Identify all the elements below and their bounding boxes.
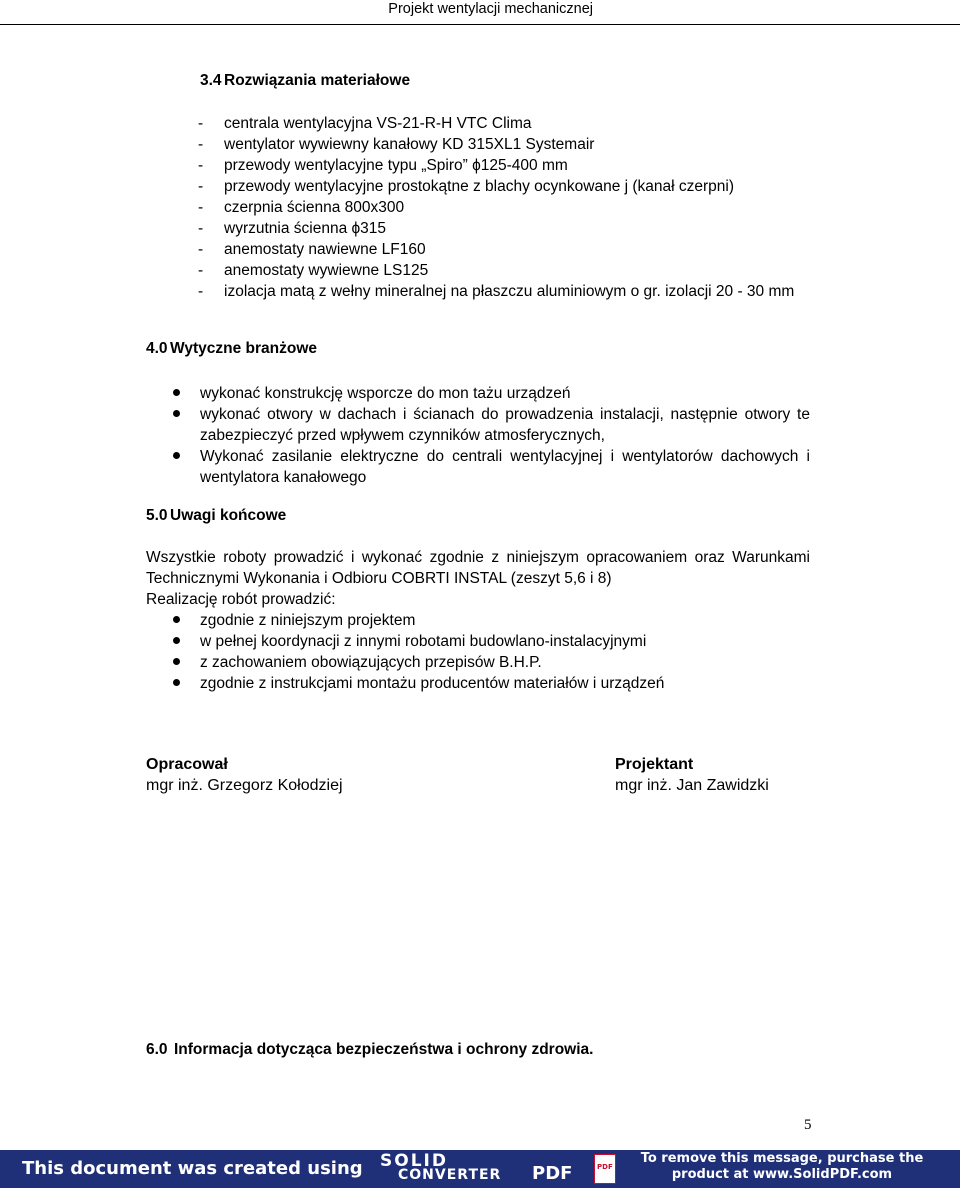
section-title: Uwagi końcowe bbox=[170, 507, 287, 524]
signature-name: mgr inż. Grzegorz Kołodziej bbox=[146, 777, 343, 794]
list-item: - przewody wentylacyjne typu „Spiro” ϕ125-400 mm bbox=[198, 155, 818, 176]
signature-title: Opracował bbox=[146, 756, 228, 773]
logo-pdf-text: PDF bbox=[532, 1163, 573, 1184]
watermark-line: product at www.SolidPDF.com bbox=[671, 1167, 893, 1182]
list-item: - wyrzutnia ścienna ϕ315 bbox=[198, 218, 818, 239]
section-title: Wytyczne branżowe bbox=[170, 340, 318, 357]
list-item: - anemostaty nawiewne LF160 bbox=[198, 239, 818, 260]
list-item: w pełnej koordynacji z innymi robotami budowlano-instalacyjnymi bbox=[146, 631, 810, 652]
list-item: - centrala wentylacyjna VS-21-R-H VTC Clima bbox=[198, 113, 818, 134]
list-item: - izolacja matą z wełny mineralnej na płaszczu aluminiowym o gr. izolacji 20 - 30 mm bbox=[198, 281, 818, 302]
section-number: 3.4 bbox=[200, 72, 222, 89]
guidelines-list bbox=[146, 383, 810, 488]
list-item: - przewody wentylacyjne prostokątne z blachy ocynkowane j (kanał czerpni) bbox=[198, 176, 818, 197]
watermark-line: To remove this message, purchase the bbox=[640, 1151, 924, 1166]
list-item: Wykonać zasilanie elektryczne do centrali wentylacyjnej i wentylatorów dachowych i wentylatora kanałowego bbox=[146, 446, 810, 488]
list-item: - wentylator wywiewny kanałowy KD 315XL1 Systemair bbox=[198, 134, 818, 155]
list-item: - czerpnia ścienna 800x300 bbox=[198, 197, 818, 218]
closing-lead: Realizację robót prowadzić: bbox=[146, 591, 336, 608]
closing-list bbox=[146, 610, 810, 694]
running-title: Projekt wentylacji mechanicznej bbox=[388, 1, 593, 17]
list-item: zgodnie z instrukcjami montażu producentów materiałów i urządzeń bbox=[146, 673, 810, 694]
signature-left bbox=[146, 754, 343, 796]
page-number: 5 bbox=[804, 1117, 812, 1133]
section-number: 6.0 bbox=[146, 1041, 168, 1058]
list-item: - anemostaty wywiewne LS125 bbox=[198, 260, 818, 281]
signature-title: Projektant bbox=[615, 756, 694, 773]
section-number: 5.0 bbox=[146, 507, 168, 524]
materials-list bbox=[198, 113, 818, 302]
section-5-0-heading bbox=[146, 507, 286, 525]
signature-right bbox=[615, 754, 769, 796]
signature-name: mgr inż. Jan Zawidzki bbox=[615, 777, 769, 794]
pdf-badge-text: PDF bbox=[597, 1163, 613, 1171]
section-3-4-heading bbox=[200, 72, 410, 90]
solidpdf-logo bbox=[370, 1153, 620, 1185]
logo-solid-text: SOLID bbox=[380, 1151, 448, 1171]
logo-converter-text: CONVERTER bbox=[398, 1167, 502, 1183]
section-6-0-heading bbox=[146, 1041, 593, 1059]
list-item: z zachowaniem obowiązujących przepisów B.H.P. bbox=[146, 652, 810, 673]
list-item: zgodnie z niniejszym projektem bbox=[146, 610, 810, 631]
section-4-0-heading bbox=[146, 340, 317, 358]
watermark-left-text: This document was created using bbox=[22, 1158, 363, 1179]
watermark-right-text bbox=[632, 1151, 932, 1183]
list-item: wykonać otwory w dachach i ścianach do prowadzenia instalacji, następnie otwory te zabezpieczyć przed wpływem czynników atmosferycznych, bbox=[146, 404, 810, 446]
section-title: Informacja dotycząca bezpieczeństwa i ochrony zdrowia. bbox=[174, 1041, 594, 1058]
section-number: 4.0 bbox=[146, 340, 168, 357]
list-item: wykonać konstrukcję wsporcze do mon tażu urządzeń bbox=[146, 383, 810, 404]
closing-paragraph: Wszystkie roboty prowadzić i wykonać zgodnie z niniejszym opracowaniem oraz Warunkami Technicznymi Wykonania i Odbioru COBRTI INSTAL (zeszyt 5,6 i 8) bbox=[146, 549, 810, 587]
pdf-document-icon bbox=[594, 1154, 616, 1184]
watermark-banner bbox=[0, 1150, 960, 1188]
running-header bbox=[0, 0, 960, 25]
section-title: Rozwiązania materiałowe bbox=[224, 72, 411, 89]
